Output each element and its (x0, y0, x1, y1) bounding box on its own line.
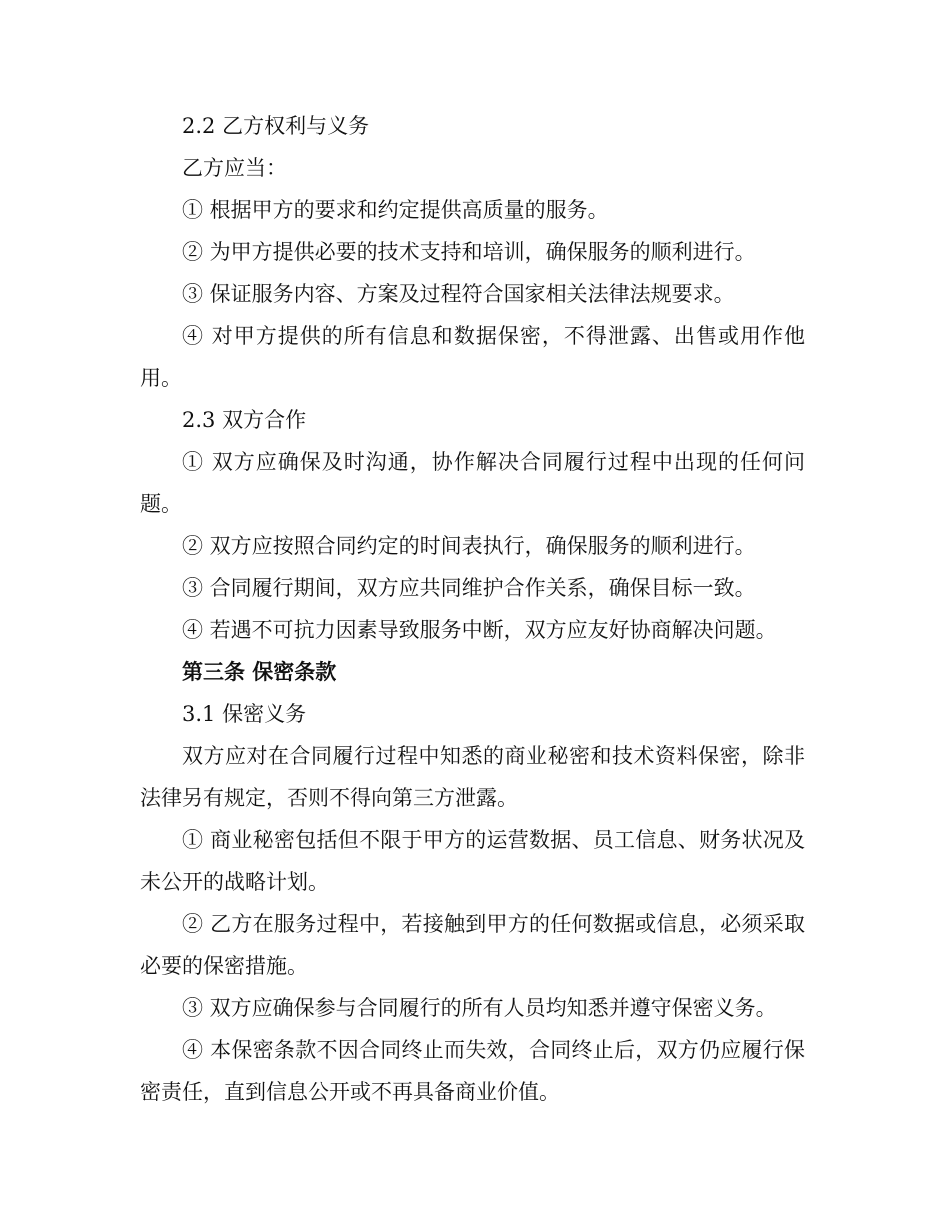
paragraph: 乙方应当： (182, 156, 287, 180)
list-item: ④ 对甲方提供的所有信息和数据保密，不得泄露、出售或用作他用。 (140, 324, 805, 390)
paragraph: 双方应对在合同履行过程中知悉的商业秘密和技术资料保密，除非法律另有规定，否则不得向第三方泄露。 (140, 744, 805, 810)
list-item: ② 为甲方提供必要的技术支持和培训，确保服务的顺利进行。 (182, 240, 756, 264)
document-page (140, 105, 805, 1113)
list-item: ④ 本保密条款不因合同终止而失效，合同终止后，双方仍应履行保密责任，直到信息公开或不再具备商业价值。 (140, 1038, 805, 1104)
list-item: ① 双方应确保及时沟通，协作解决合同履行过程中出现的任何问题。 (140, 450, 805, 516)
subsection-title-2-3: 2.3 双方合作 (182, 408, 307, 432)
list-item: ③ 双方应确保参与合同履行的所有人员均知悉并遵守保密义务。 (182, 996, 777, 1020)
list-item: ④ 若遇不可抗力因素导致服务中断，双方应友好协商解决问题。 (182, 618, 777, 642)
subsection-title-2-2: 2.2 乙方权利与义务 (182, 114, 370, 138)
list-item: ② 双方应按照合同约定的时间表执行，确保服务的顺利进行。 (182, 534, 756, 558)
list-item: ② 乙方在服务过程中，若接触到甲方的任何数据或信息，必须采取必要的保密措施。 (140, 912, 805, 978)
list-item: ① 商业秘密包括但不限于甲方的运营数据、员工信息、财务状况及未公开的战略计划。 (140, 828, 805, 894)
section-heading: 第三条 保密条款 (182, 660, 337, 684)
subsection-title-3-1: 3.1 保密义务 (182, 702, 307, 726)
list-item: ① 根据甲方的要求和约定提供高质量的服务。 (182, 198, 609, 222)
list-item: ③ 合同履行期间，双方应共同维护合作关系，确保目标一致。 (182, 576, 756, 600)
list-item: ③ 保证服务内容、方案及过程符合国家相关法律法规要求。 (182, 282, 735, 306)
